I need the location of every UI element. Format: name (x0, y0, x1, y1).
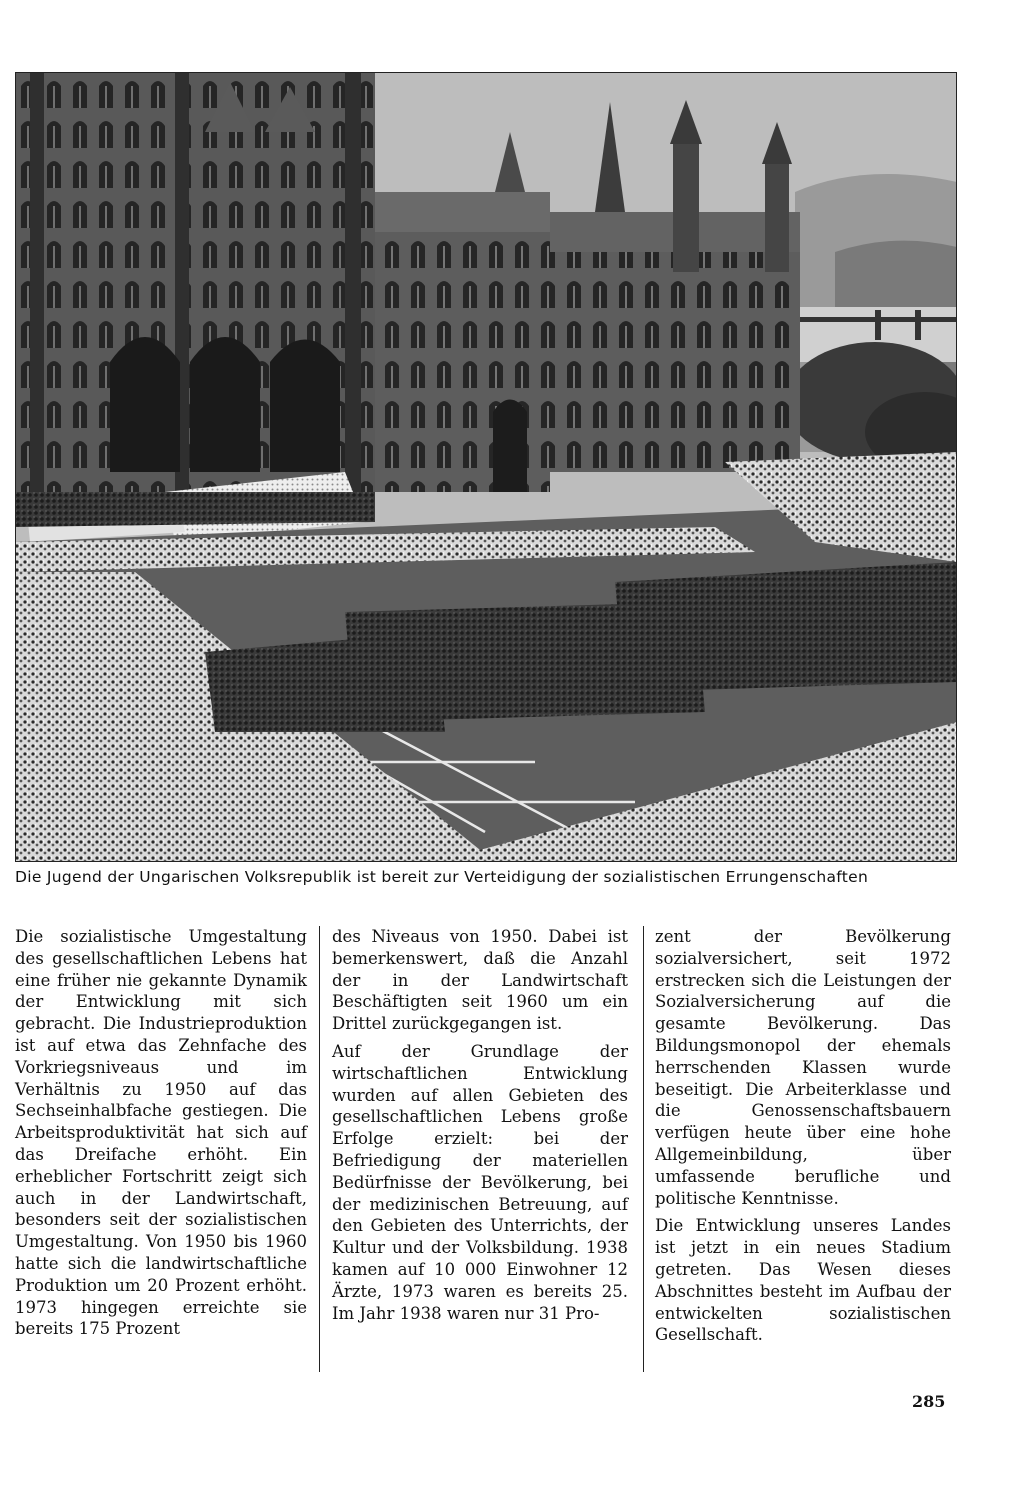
page-number: 285 (912, 1392, 946, 1411)
text-column-2 (332, 926, 628, 1330)
paragraph: Auf der Grundlage der wirtschaftlichen Entwicklung wurden auf allen Gebieten des gesellschaftlichen Lebens große Erfolge erzielt: bei der Befriedigung der materiellen Bedürfnisse der Bevölkerung, bei der medizinischen Betreuung, auf den Gebieten des Unterrichts, der Kultur und der Volksbildung. 1938 kamen auf 10 000 Einwohner 12 Ärzte, 1973 waren es bereits 25. Im Jahr 1938 waren nur 31 Pro- (332, 1041, 628, 1323)
paragraph: des Niveaus von 1950. Dabei ist bemerkenswert, daß die Anzahl der in der Landwirtschaft Beschäftigten seit 1960 um ein Drittel zurückgegangen ist. (332, 927, 628, 1034)
paragraph: zent der Bevölkerung sozialversichert, seit 1972 erstrecken sich die Leistungen der Sozialversicherung auf die gesamte Bevölkerung. Das Bildungsmonopol der ehemals herrschenden Klassen wurde beseitigt. Die Arbeiterklasse und die Genossenschaftsbauern verfügen heute über eine hohe Allgemeinbildung, über umfassende berufliche und politische Kenntnisse. (655, 927, 951, 1208)
column-divider (319, 926, 320, 1372)
photo-caption: Die Jugend der Ungarischen Volksrepublik ist bereit zur Verteidigung der sozialistischen Errungenschaften (15, 868, 869, 886)
column-divider (643, 926, 644, 1372)
parade-photo-illustration (15, 72, 957, 862)
text-column-3 (655, 926, 951, 1352)
parade-photo (15, 72, 957, 862)
paragraph: Die Entwicklung unseres Landes ist jetzt in ein neues Stadium getreten. Das Wesen dieses Abschnittes besteht im Aufbau der entwickelten sozialistischen Gesellschaft. (655, 1216, 951, 1345)
text-column-1 (15, 926, 307, 1346)
paragraph: Die sozialistische Umgestaltung des gesellschaftlichen Lebens hat eine früher nie gekannte Dynamik der Entwicklung mit sich gebracht. Die Industrieproduktion ist auf etwa das Zehnfache des Vorkriegsniveaus und im Verhältnis zu 1950 auf das Sechseinhalbfache gestiegen. Die Arbeitsproduktivität hat sich auf das Dreifache erhöht. Ein erheblicher Fortschritt zeigt sich auch in der Landwirtschaft, besonders seit der sozialistischen Umgestaltung. Von 1950 bis 1960 hatte sich die landwirtschaftliche Produktion um 20 Prozent erhöht. 1973 hingegen erreichte sie bereits 175 Prozent (15, 927, 307, 1339)
